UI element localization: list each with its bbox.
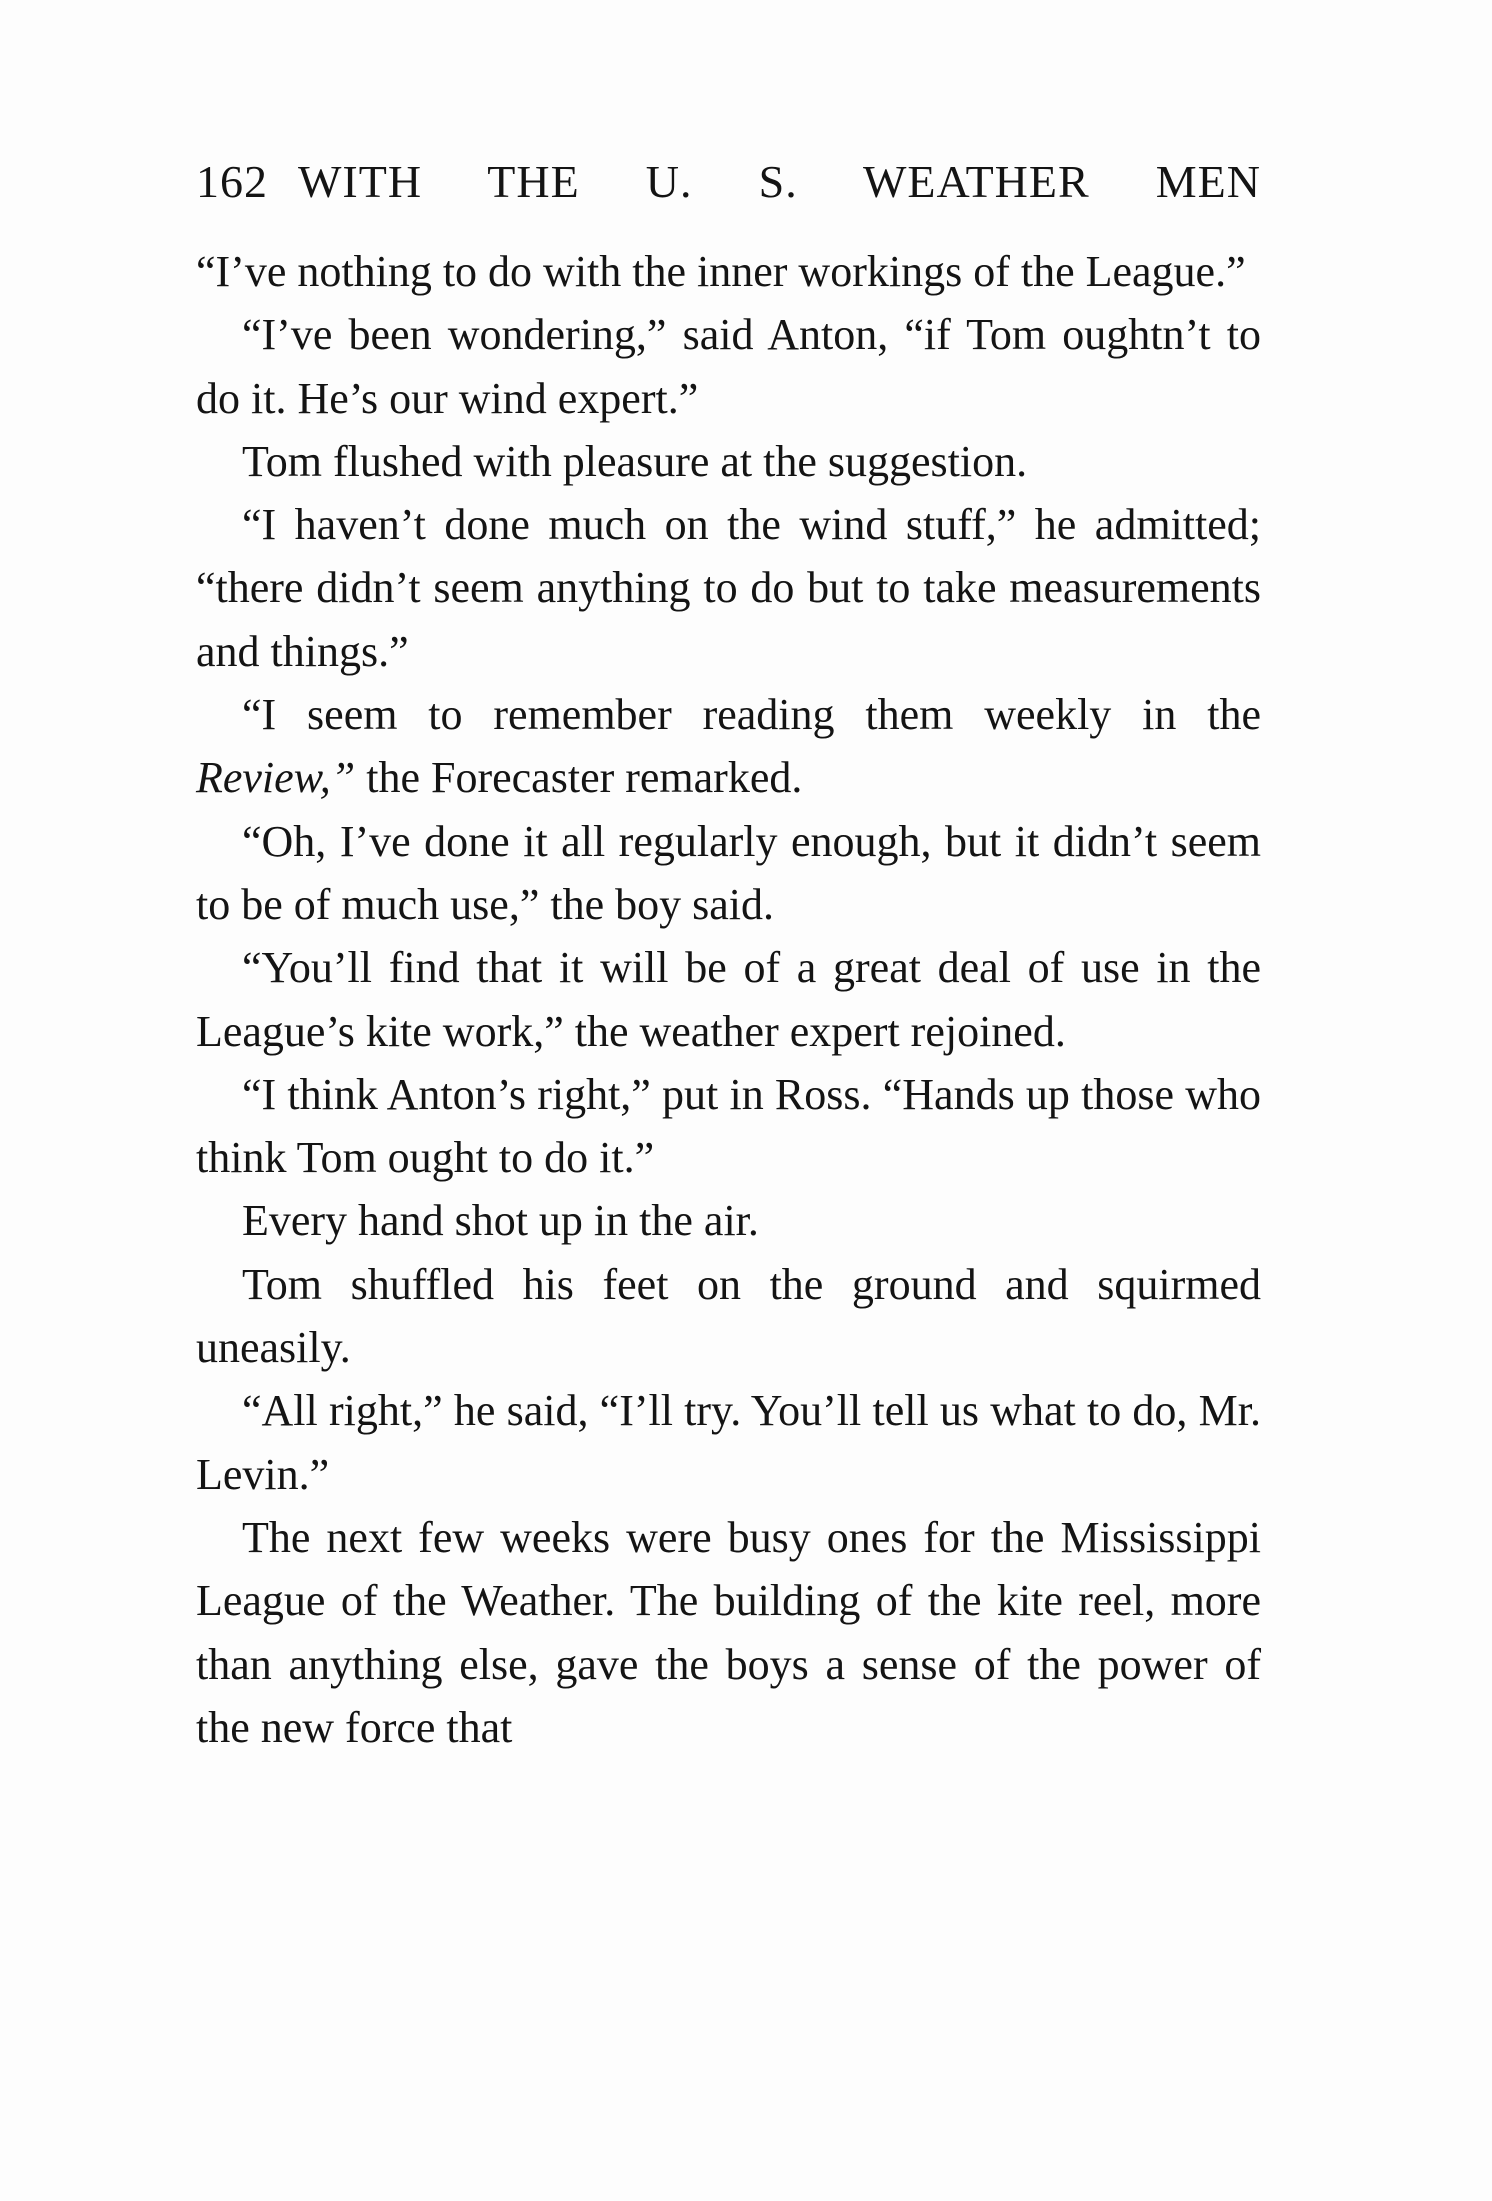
paragraph-text: “You’ll find that it will be of a great deal of use in the League’s kite work,” the weather expert rejoined.: [196, 943, 1261, 1056]
paragraph-text: “All right,” he said, “I’ll try. You’ll tell us what to do, Mr. Levin.”: [196, 1386, 1261, 1499]
paragraph: [196, 683, 1261, 810]
paragraph: [196, 1189, 1261, 1252]
paragraph: [196, 1506, 1261, 1759]
running-title: WITH THE U. S. WEATHER MEN: [298, 156, 1261, 207]
italic-text: Review,”: [196, 753, 356, 803]
paragraph-text: “I’ve nothing to do with the inner workings of the League.”: [196, 247, 1246, 296]
paragraph: [196, 1063, 1261, 1190]
paragraph: [196, 1379, 1261, 1506]
paragraph-text: Tom shuffled his feet on the ground and squirmed uneasily.: [196, 1259, 1261, 1373]
paragraph-text: The next few weeks were busy ones for the Mississippi League of the Weather. The building of the kite reel, more than anything else, gave the boys a sense of the power of the new force that: [196, 1512, 1261, 1752]
paragraph: [196, 810, 1261, 937]
page-header: [196, 155, 1261, 225]
paragraph-text: “Oh, I’ve done it all regularly enough, but it didn’t seem to be of much use,” the boy said.: [196, 816, 1261, 929]
paragraph: [196, 240, 1261, 303]
paragraph: [196, 493, 1261, 683]
paragraph-text: Every hand shot up in the air.: [242, 1196, 759, 1246]
paragraph-text: “I seem to remember reading them weekly in the: [242, 690, 1261, 740]
paragraph-text: Tom flushed with pleasure at the suggestion.: [242, 436, 1028, 486]
paragraph-text: “I haven’t done much on the wind stuff,” he admitted; “there didn’t seem anything to do but to take measurements and things.”: [196, 500, 1261, 676]
paragraph: [196, 303, 1261, 430]
paragraph-text: the Forecaster remarked.: [355, 753, 803, 803]
paragraph: [196, 936, 1261, 1063]
paragraph-text: “I’ve been wondering,” said Anton, “if Tom oughtn’t to do it. He’s our wind expert.”: [196, 310, 1261, 423]
paragraph: [196, 1253, 1261, 1380]
body-text: [196, 240, 1261, 1759]
paragraph: [196, 430, 1261, 493]
paragraph-text: “I think Anton’s right,” put in Ross. “Hands up those who think Tom ought to do it.”: [196, 1069, 1261, 1183]
page-number: 162: [196, 156, 268, 207]
